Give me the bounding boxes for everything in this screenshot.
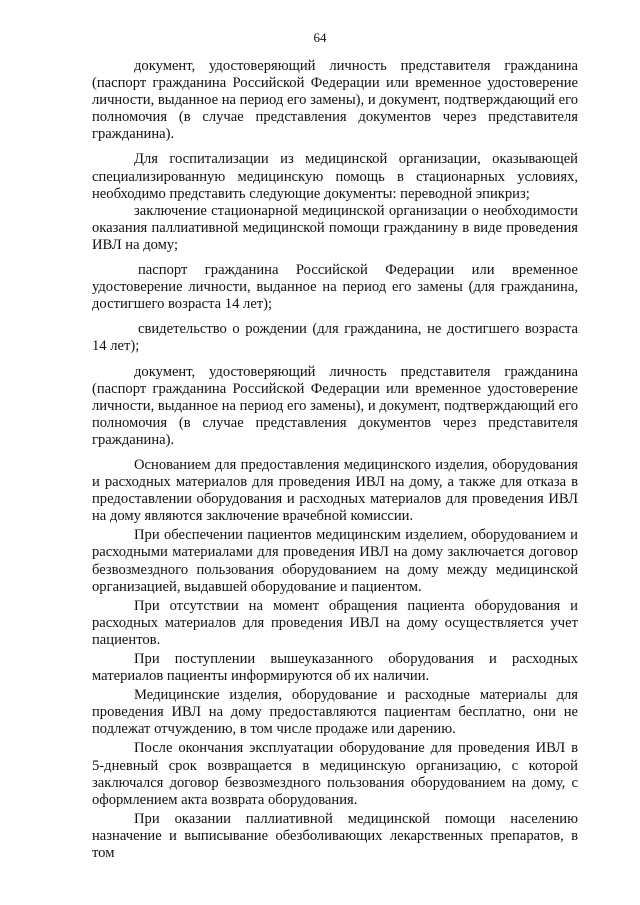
paragraph-free-use-contract: При обеспечении пациентов медицинским изделием, оборудованием и расходными материалами для проведения ИВЛ на дому заключается договор безвозмездного пользования оборудованием на дому между медицинской организацией, выдавшей оборудование и пациентом.: [92, 527, 578, 595]
paragraph-conclusion-document: заключение стационарной медицинской организации о необходимости оказания паллиативной медицинской помощи гражданину в виде проведения ИВЛ на дому;: [92, 202, 578, 253]
paragraph-representative-document-1: документ, удостоверяющий личность представителя гражданина (паспорт гражданина Российской Федерации или временное удостоверение личности, выданное на период его замены), и документ, подтверждающий его полномочия (в случае представления документов через представителя гражданина).: [92, 58, 578, 143]
paragraph-passport: паспорт гражданина Российской Федерации или временное удостоверение личности, выданное на период его замены (для гражданина, достигшего возраста 14 лет);: [92, 262, 578, 313]
paragraph-free-of-charge: Медицинские изделия, оборудование и расходные материалы для проведения ИВЛ на дому предоставляются пациентам бесплатно, они не подлежат отчуждению, в том числе продаже или дарению.: [92, 687, 578, 738]
paragraph-basis-for-provision: Основанием для предоставления медицинского изделия, оборудования и расходных материалов для проведения ИВЛ на дому, а также для отказа в предоставлении оборудования и расходных материалов для проведения ИВЛ на дому являются заключение врачебной комиссии.: [92, 456, 578, 525]
page-number: 64: [313, 30, 327, 45]
paragraph-patient-registration: При отсутствии на момент обращения пациента оборудования и расходных материалов для проведения ИВЛ на дому осуществляется учет пациентов.: [92, 597, 578, 648]
document-body: [92, 58, 578, 862]
paragraph-birth-certificate: свидетельство о рождении (для гражданина, не достигшего возраста 14 лет);: [92, 321, 578, 355]
paragraph-representative-document-2: документ, удостоверяющий личность представителя гражданина (паспорт гражданина Российской Федерации или временное удостоверение личности, выданное на период его замены), и документ, подтверждающий его полномочия (в случае представления документов через представителя гражданина).: [92, 363, 578, 448]
paragraph-equipment-return: После окончания эксплуатации оборудование для проведения ИВЛ в 5-дневный срок возвращается в медицинскую организацию, с которой заключался договор безвозмездного пользования оборудованием на дому, с оформлением акта возврата оборудования.: [92, 740, 578, 808]
paragraph-painkillers: При оказании паллиативной медицинской помощи населению назначение и выписывание обезболивающих лекарственных препаратов, в том: [92, 810, 578, 862]
paragraph-hospitalization-documents: Для госпитализации из медицинской организации, оказывающей специализированную медицинскую помощь в стационарных условиях, необходимо представить следующие документы: переводной эпикриз;: [92, 151, 578, 202]
paragraph-patient-notification: При поступлении вышеуказанного оборудования и расходных материалов пациенты информируются об их наличии.: [92, 651, 578, 685]
